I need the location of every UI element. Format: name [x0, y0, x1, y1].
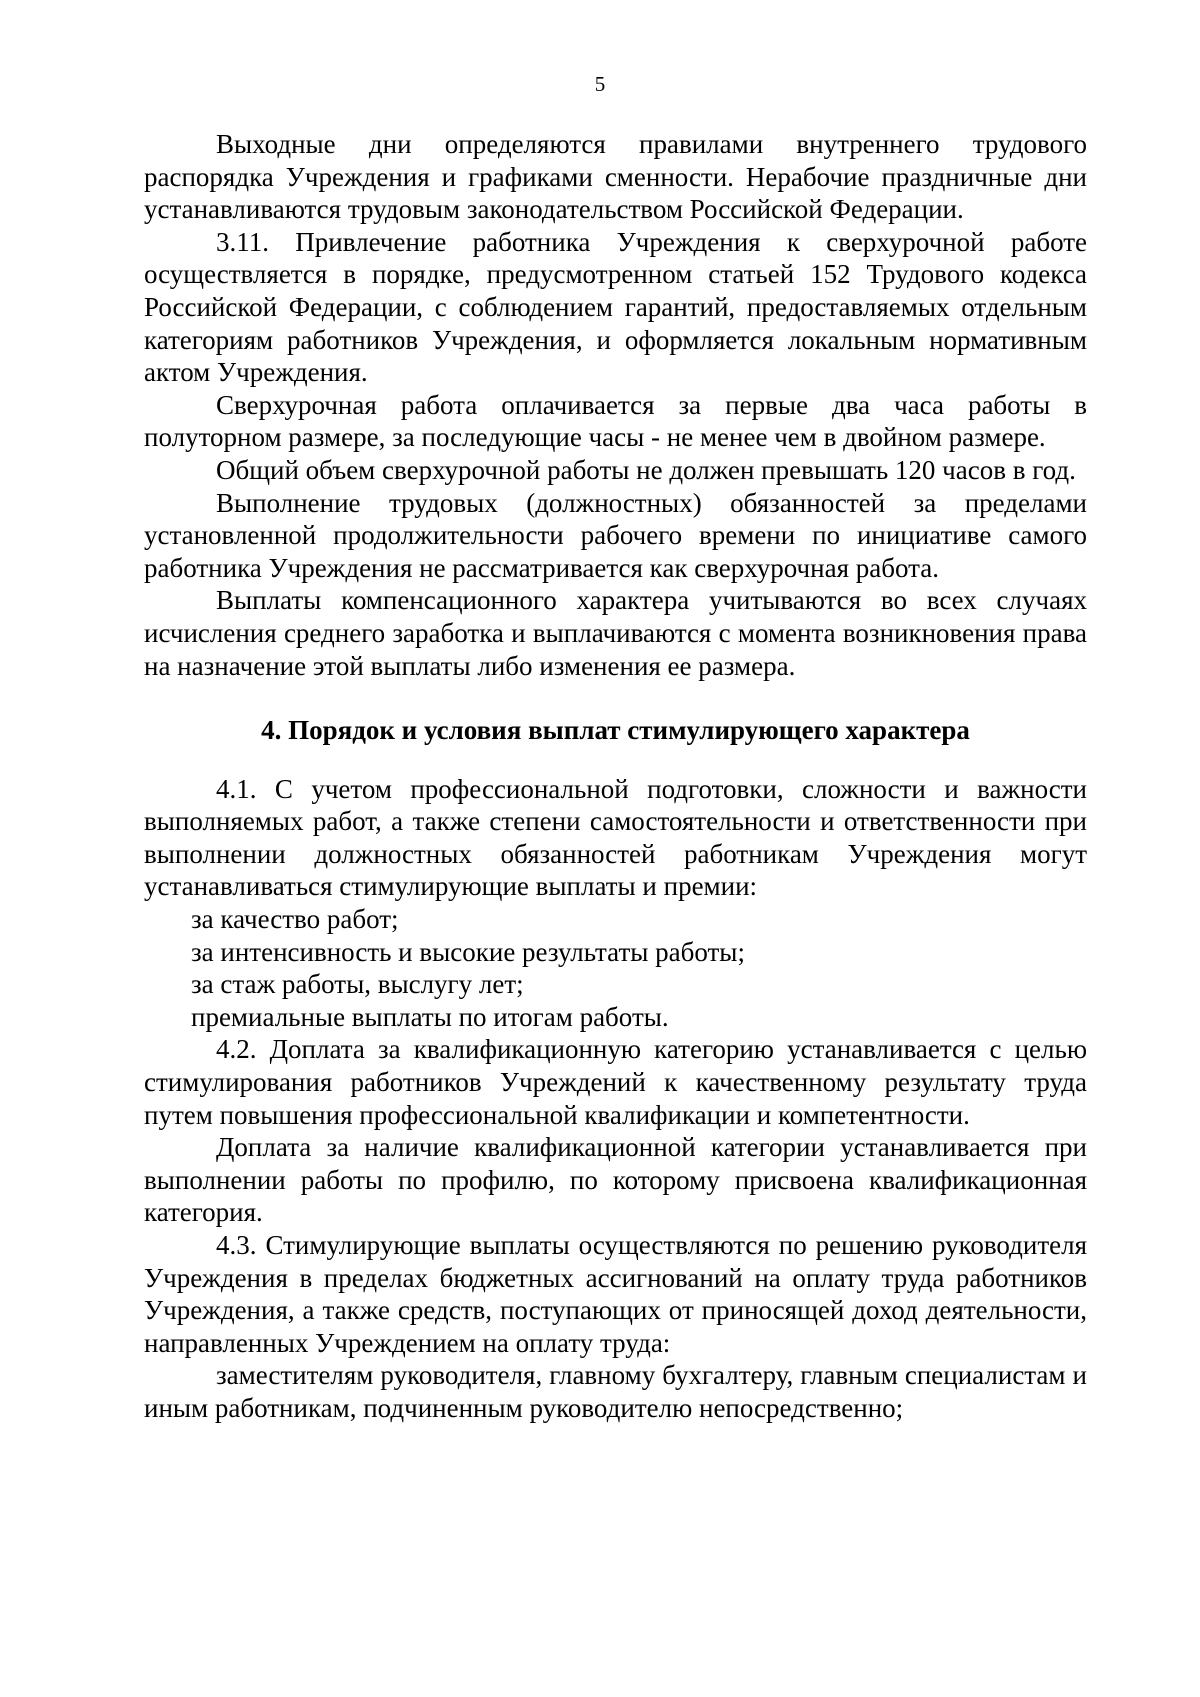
document-body — [144, 128, 1087, 1425]
list-item: за стаж работы, выслугу лет; — [191, 969, 524, 1000]
paragraph-compensation: Выплаты компенсационного характера учитываются во всех случаях исчисления среднего заработка и выплачиваются с момента возникновения права на назначение этой выплаты либо изменения ее размера. — [144, 585, 1087, 681]
paragraph-4-3-recipients: заместителям руководителя, главному бухгалтеру, главным специалистам и иным работникам, подчиненным руководителю непосредственно; — [144, 1360, 1087, 1423]
list-item: за интенсивность и высокие результаты работы; — [191, 936, 745, 967]
paragraph-4-3: 4.3. Стимулирующие выплаты осуществляются по решению руководителя Учреждения в пределах бюджетных ассигнований на оплату труда работников Учреждения, а также средств, поступающих от приносящей доход деятельности, направленных Учреждением на оплату труда: — [144, 1230, 1087, 1358]
paragraph-overtime-limit: Общий объем сверхурочной работы не должен превышать 120 часов в год. — [216, 454, 1076, 485]
paragraph-4-2-category: Доплата за наличие квалификационной категории устанавливается при выполнении работы по профилю, по которому присвоена квалификационная категория. — [144, 1132, 1087, 1228]
page-number: 5 — [594, 72, 606, 96]
paragraph-overtime-pay: Сверхурочная работа оплачивается за первые два часа работы в полуторном размере, за последующие часы - не менее чем в двойном размере. — [144, 389, 1087, 453]
paragraph-3-11: 3.11. Привлечение работника Учреждения к сверхурочной работе осуществляется в порядке, предусмотренном статьей 152 Трудового кодекса Российской Федерации, с соблюдением гарантий, предоставляемых отдельным категориям работников Учреждения, и оформляется локальным нормативным актом Учреждения. — [144, 226, 1087, 388]
paragraph-days-off: Выходные дни определяются правилами внутреннего трудового распорядка Учреждения и графиками сменности. Нерабочие праздничные дни устанавливаются трудовым законодательством Российской Федерации. — [144, 129, 1087, 225]
section-heading: 4. Порядок и условия выплат стимулирующего характера — [261, 715, 970, 746]
paragraph-initiative-work: Выполнение трудовых (должностных) обязанностей за пределами установленной продолжительности рабочего времени по инициативе самого работника Учреждения не рассматривается как сверхурочная работа. — [144, 487, 1087, 583]
paragraph-4-1: 4.1. С учетом профессиональной подготовки, сложности и важности выполняемых работ, а также степени самостоятельности и ответственности при выполнении должностных обязанностей работникам Учреждения могут устанавливаться стимулирующие выплаты и премии: — [144, 773, 1087, 902]
list-item: премиальные выплаты по итогам работы. — [191, 1001, 669, 1032]
paragraph-4-2: 4.2. Доплата за квалификационную категорию устанавливается с целью стимулирования работников Учреждений к качественному результату труда путем повышения профессиональной квалификации и компетентности. — [144, 1034, 1087, 1130]
list-item: за качество работ; — [191, 904, 399, 935]
